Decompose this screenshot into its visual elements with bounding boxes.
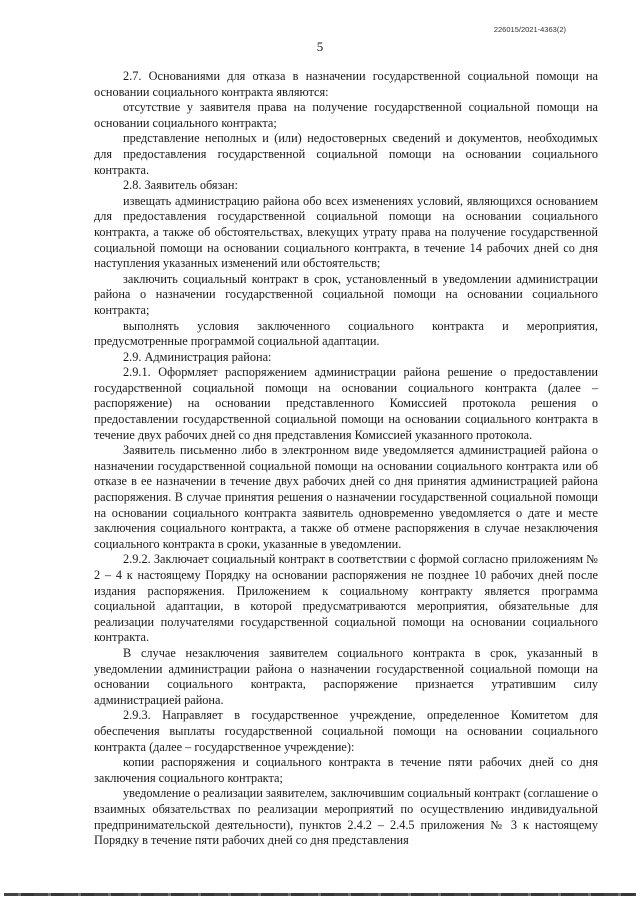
paragraph-2-9-1-notification: Заявитель письменно либо в электронном виде уведомляется администрацией района о назначении государственной социальной помощи на основании социального контракта или об отказе в ее назначении в течение двух рабочих дней со дня принятия администрацией района распоряжения. В случае принятия решения о назначении государственной социальной помощи на основании социального контракта заявитель одновременно уведомляется о дате и месте заключения социального контракта, а также об отмене распоряжения в случае незаключения социального контракта в сроки, указанные в уведомлении. (94, 443, 598, 551)
paragraph-2-8-item-2: заключить социальный контракт в срок, установленный в уведомлении администрации района о назначении государственной социальной помощи на основании социального контракта; (94, 271, 598, 317)
document-registration-number: 226015/2021-4363(2) (493, 25, 566, 34)
paragraph-2-9-2: 2.9.2. Заключает социальный контракт в соответствии с формой согласно приложениям № 2 – 4 к настоящему Порядку на основании распоряжения не позднее 10 рабочих дней после издания распоряжения. Приложением к социальному контракту является программа социальной адаптации, в которой предусматриваются мероприятия, обязательные для реализации получателями государственной социальной помощи на основании социального контракта. (94, 552, 598, 645)
paragraph-2-8-item-1: извещать администрацию района обо всех изменениях условий, являющихся основанием для предоставления государственной социальной помощи на основании социального контракта, а также об обстоятельствах, влекущих утрату права на получение государственной социальной помощи на основании социального контракта, в течение 14 рабочих дней со дня наступления указанных изменений или обстоятельств; (94, 193, 598, 271)
paragraph-2-9-3-item-2: уведомление о реализации заявителем, заключившим социальный контракт (соглашение о взаимных обязательствах по реализации мероприятий по осуществлению индивидуальной предпринимательской деятельности), пунктов 2.4.2 – 2.4.5 приложения № 3 к настоящему Порядку в течение пяти рабочих дней со дня представления (94, 786, 598, 848)
paragraph-2-9-2-non-conclusion: В случае незаключения заявителем социального контракта в срок, указанный в уведомлении администрации района о назначении государственной социальной помощи на основании социального контракта, распоряжение признается утратившим силу администрацией района. (94, 645, 598, 707)
paragraph-2-7: 2.7. Основаниями для отказа в назначении государственной социальной помощи на основании социального контракта являются: (94, 69, 598, 99)
page-number: 5 (316, 39, 324, 54)
paragraph-2-8-item-3: выполнять условия заключенного социального контракта и мероприятия, предусмотренные программой социальной адаптации. (94, 318, 598, 349)
paragraph-2-9-1: 2.9.1. Оформляет распоряжением администрации района решение о предоставлении государственной социальной помощи на основании социального контракта (далее – распоряжение) на основании представленного Комиссией протокола решения о предоставлении государственной социальной помощи на основании социального контракта в течение двух рабочих дней со дня представления Комиссией указанного протокола. (94, 365, 598, 442)
document-body (94, 69, 598, 849)
paragraph-2-9-3-item-1: копии распоряжения и социального контракта в течение пяти рабочих дней со дня заключения социального контракта; (94, 755, 598, 785)
paragraph-2-9-3: 2.9.3. Направляет в государственное учреждение, определенное Комитетом для обеспечения выплаты государственной социальной помощи на основании социального контракта (далее – государственное учреждение): (94, 708, 598, 754)
paragraph-2-7-item-1: отсутствие у заявителя права на получение государственной социальной помощи на основании социального контракта; (94, 100, 598, 130)
paragraph-2-7-item-2: представление неполных и (или) недостоверных сведений и документов, необходимых для предоставления государственной социальной помощи на основании социального контракта. (94, 131, 598, 177)
scan-bottom-edge (4, 893, 636, 896)
paragraph-2-8: 2.8. Заявитель обязан: (123, 178, 238, 193)
paragraph-2-9: 2.9. Администрация района: (123, 349, 272, 364)
